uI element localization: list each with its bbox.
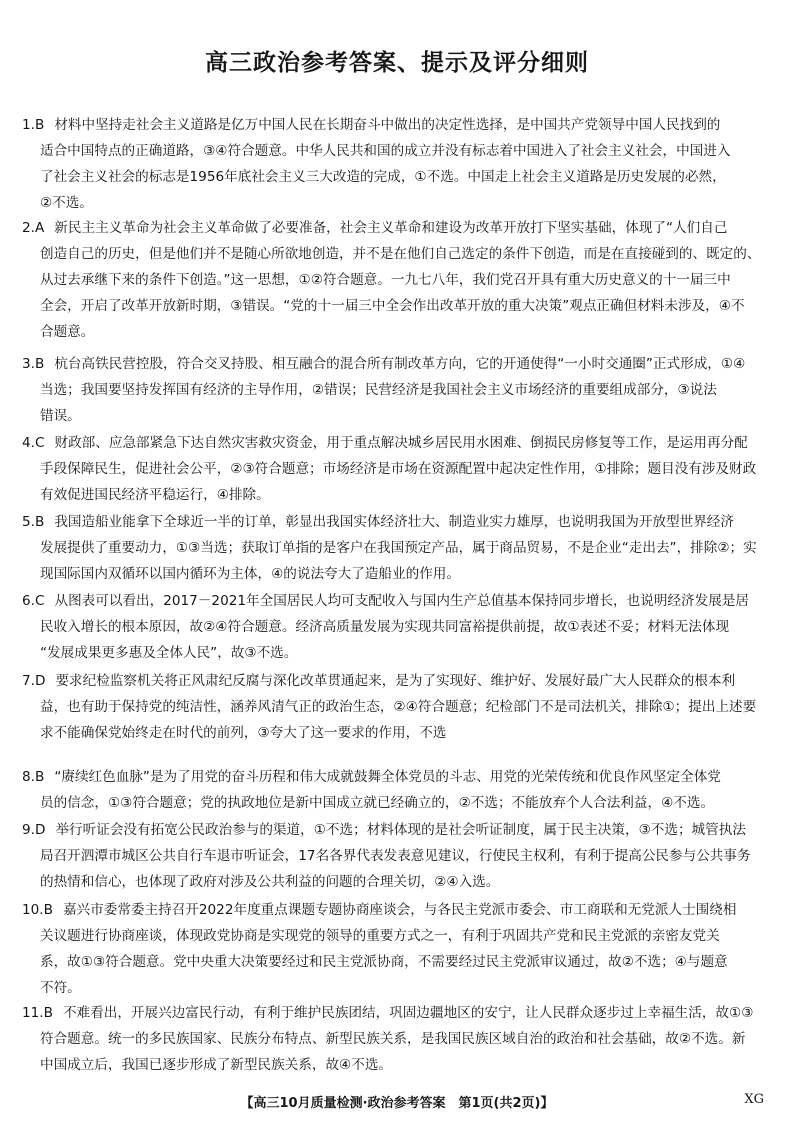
question-number: 4. <box>22 435 35 451</box>
question-number: 11. <box>22 1005 44 1021</box>
explanation-line: 的热情和信心，也体现了政府对涉及公共利益的问题的合理关切，②④入选。 <box>40 874 500 890</box>
footer-page-info: 【高三10月质量检测·政治参考答案 第1页(共2页)】 <box>240 1096 554 1111</box>
answer-choice: B <box>34 769 45 785</box>
explanation-line: 嘉兴市委常委主持召开2022年度重点课题专题协商座谈会，与各民主党派市委会、市工商联和无党派人士围绕相 <box>62 902 737 918</box>
page-footer <box>0 1092 794 1116</box>
answer-first-line <box>22 588 774 614</box>
explanation-line: “赓续红色血脉”是为了用党的奋斗历程和伟大成就鼓舞全体党员的斗志、用党的光荣传统和优良作风坚定全体党 <box>54 769 721 785</box>
explanation-line: 要求纪检监察机关将正风肃纪反腐与深化改革贯通起来，是为了实现好、维护好、发展好最广大人民群众的根本利 <box>55 673 736 689</box>
explanation-line: 创造自己的历史，但是他们并不是随心所欲地创造，并不是在他们自己选定的条件下创造，而是在直接碰到的、既定的、 <box>40 246 761 262</box>
explanation-line: ②不选。 <box>40 195 93 211</box>
explanation-line: 新民主主义革命为社会主义革命做了必要准备，社会主义革命和建设为改革开放打下坚实基础，体现了“人们自己 <box>54 220 728 236</box>
explanation-line: 合题意。 <box>40 324 95 340</box>
explanation-line: “发展成果更多惠及全体人民”，故③不选。 <box>40 645 298 661</box>
explanation-line: 手段保障民生，促进社会公平，②③符合题意；市场经济是市场在资源配置中起决定性作用，①排除；题目没有涉及财政 <box>40 461 757 477</box>
page-title: 高三政治参考答案、提示及评分细则 <box>205 50 589 76</box>
question-number: 10. <box>22 902 44 918</box>
explanation-line: 发展提供了重要动力，①③当选；获取订单指的是客户在我国预定产品，属于商品贸易，不是企业“走出去”，排除②；实 <box>40 540 757 556</box>
footer-code: XG <box>744 1092 764 1107</box>
answer-choice: B <box>34 117 45 133</box>
answer-first-line <box>22 817 774 843</box>
answer-choice: B <box>43 1005 53 1021</box>
explanation-line: 系，故①③符合题意。党中央重大决策要经过和民主党派协商，不需要经过民主党派审议通过，故②不选；④与题意 <box>40 954 728 970</box>
answer-first-line <box>22 430 774 456</box>
question-number: 7. <box>22 673 35 689</box>
answer-item <box>22 668 774 746</box>
answer-item <box>22 351 774 429</box>
answer-item <box>22 817 774 895</box>
answer-item <box>22 112 774 216</box>
answer-item <box>22 897 774 1001</box>
answer-choice: D <box>34 673 46 689</box>
explanation-line: 有效促进国民经济平稳运行，④排除。 <box>40 487 270 503</box>
explanation-line: 不难看出，开展兴边富民行动，有利于维护民族团结，巩固边疆地区的安宁，让人民群众逐步过上幸福生活，故①③ <box>62 1005 754 1021</box>
answer-first-line <box>22 215 774 241</box>
explanation-line: 适合中国特点的正确道路，③④符合题意。中华人民共和国的成立并没有标志着中国进入了社会主义社会，中国进入 <box>40 143 731 159</box>
answer-item <box>22 509 774 587</box>
answer-choice: C <box>34 435 45 451</box>
explanation-line: 从图表可以看出，2017－2021年全国居民人均可支配收入与国内生产总值基本保持同步增长，也说明经济发展是居 <box>54 593 749 609</box>
explanation-line: 中国成立后，我国已逐步形成了新型民族关系，故④不选。 <box>40 1057 393 1073</box>
explanation-line: 了社会主义社会的标志是1956年底社会主义三大改造的完成，①不选。中国走上社会主义道路是历史发展的必然， <box>40 169 726 185</box>
explanation-line: 关议题进行协商座谈，体现政党协商是实现党的领导的重要方式之一，有利于巩固共产党和民主党派的亲密友党关 <box>40 928 720 944</box>
question-number: 3. <box>22 356 35 372</box>
answer-item <box>22 764 774 816</box>
explanation-line: 我国造船业能拿下全球近一半的订单，彰显出我国实体经济壮大、制造业实力雄厚，也说明我国为开放型世界经济 <box>54 514 734 530</box>
explanation-line: 错误。 <box>40 408 81 424</box>
question-number: 1. <box>22 117 35 133</box>
answer-first-line <box>22 668 774 694</box>
explanation-line: 求不能确保党始终走在时代的前列，③夸大了这一要求的作用，不选 <box>40 725 447 741</box>
answer-first-line <box>22 1000 774 1026</box>
explanation-line: 符合题意。统一的多民族国家、民族分布特点、新型民族关系，是我国民族区域自治的政治和社会基础，故②不选。新 <box>40 1031 746 1047</box>
question-number: 9. <box>22 822 35 838</box>
question-number: 5. <box>22 514 35 530</box>
answer-first-line <box>22 897 774 923</box>
explanation-line: 局召开泗潭市城区公共自行车退市听证会，17名各界代表发表意见建议，行使民主权利，有利于提高公民参与公共事务 <box>40 848 751 864</box>
answer-item <box>22 1000 774 1078</box>
answer-first-line <box>22 112 774 138</box>
explanation-line: 材料中坚持走社会主义道路是亿万中国人民在长期奋斗中做出的决定性选择，是中国共产党领导中国人民找到的 <box>54 117 721 133</box>
answer-choice: B <box>34 514 45 530</box>
answer-choice: A <box>34 220 45 236</box>
explanation-line: 全会，开启了改革开放新时期，③错误。“党的十一届三中全会作出改革开放的重大决策”观点正确但材料未涉及，④不 <box>40 298 745 314</box>
explanation-line: 不符。 <box>40 980 81 996</box>
answer-choice: B <box>43 902 53 918</box>
answer-item <box>22 588 774 666</box>
answer-choice: B <box>34 356 45 372</box>
answer-first-line <box>22 764 774 790</box>
explanation-line: 民收入增长的根本原因，故②④符合题意。经济高质量发展为实现共同富裕提供前提，故①表述不妥；材料无法体现 <box>40 619 730 635</box>
explanation-line: 当选；我国要坚持发挥国有经济的主导作用，②错误；民营经济是我国社会主义市场经济的重要组成部分，③说法 <box>40 382 717 398</box>
explanation-line: 杭台高铁民营控股，符合交叉持股、相互融合的混合所有制改革方向，它的开通使得“一小时交通圈”正式形成，①④ <box>54 356 746 372</box>
explanation-line: 益，也有助于保持党的纯洁性，涵养风清气正的政治生态，②④符合题意；纪检部门不是司法机关，排除①；提出上述要 <box>40 699 757 715</box>
answer-choice: C <box>34 593 45 609</box>
explanation-line: 举行听证会没有拓宽公民政治参与的渠道，①不选；材料体现的是社会听证制度，属于民主决策，③不选；城管执法 <box>55 822 746 838</box>
answer-first-line <box>22 509 774 535</box>
answer-first-line <box>22 351 774 377</box>
question-number: 6. <box>22 593 35 609</box>
answer-choice: D <box>34 822 46 838</box>
question-number: 8. <box>22 769 35 785</box>
question-number: 2. <box>22 220 35 236</box>
answer-item <box>22 215 774 345</box>
explanation-line: 财政部、应急部紧急下达自然灾害救灾资金，用于重点解决城乡居民用水困难、倒损民房修复等工作，是运用再分配 <box>54 435 748 451</box>
explanation-line: 现国际国内双循环以国内循环为主体，④的说法夸大了造船业的作用。 <box>40 566 460 582</box>
answer-item <box>22 430 774 508</box>
explanation-line: 从过去承继下来的条件下创造。”这一思想，①②符合题意。一九七八年，我们党召开具有重大历史意义的十一届三中 <box>40 272 731 288</box>
explanation-line: 员的信念，①③符合题意；党的执政地位是新中国成立就已经确立的，②不选；不能放弃个人合法利益，④不选。 <box>40 795 715 811</box>
